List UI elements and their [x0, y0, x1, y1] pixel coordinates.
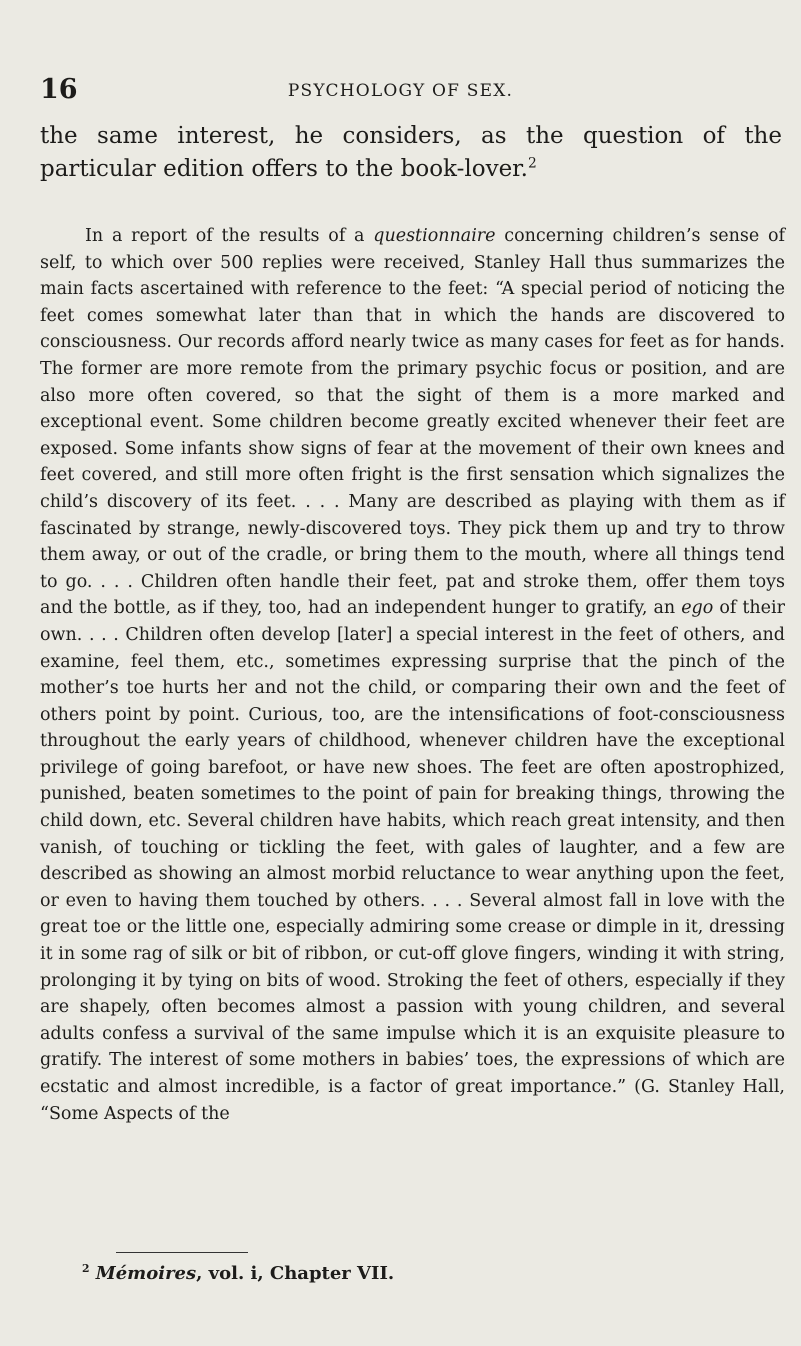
main-text-part-2: concerning children’s sense of self, to which over 500 replies were received, Stanley Hall thus summarizes the main facts ascertained with reference to the feet: “A special period of noticing the feet comes somewhat later than that in which the hands are discovered to consciousness. Our records afford nearly twice as many cases for feet as for hands. The former are more remote from the primary psychic focus or position, and are also more often covered, so that the sight of them is a more marked and exceptional event. Some children become greatly excited whenever their feet are exposed. Some infants show signs of fear at the movement of their own knees and feet covered, and still more often fright is the first sensation which signalizes the child’s discovery of its feet. . . . Many are described as playing with them as if fascinated by strange, newly-discovered toys. They pick them up and try to throw them away, or out of the cradle, or bring them to the mouth, where all things tend to go. . . . Children often handle their feet, pat and stroke them, offer them toys and the bottle, as if they, too, had an independent hunger to gratify, an — [40, 226, 785, 619]
footnote-text: , vol. i, Chapter VII. — [196, 1263, 395, 1284]
italic-term-ego: ego — [681, 598, 714, 619]
running-head: PSYCHOLOGY OF SEX. — [287, 81, 514, 101]
main-text-part-3: of their own. . . . Children often develop [later] a special interest in the feet of others, and examine, feel them, etc., sometimes expressing surprise that the pinch of the mother’s toe hurts her and not the child, or comparing their own and the feet of others point by point. Curious, too, are the intensifications of foot-consciousness throughout the early years of childhood, whenever children have the exceptional privilege of going barefoot, or have new shoes. The feet are often apostrophized, punished, beaten sometimes to the point of pain for breaking things, throwing the child down, etc. Several children have habits, which reach great intensity, and then vanish, of touching or tickling the feet, with gales of laughter, and a few are described as showing an almost morbid reluctance to wear anything upon the feet, or even to having them touched by others. . . . Several almost fall in love with the great toe or the little one, especially admiring some crease or dimple in it, dressing it in some rag of silk or bit of ribbon, or cut-off glove fingers, winding it with string, prolonging it by tying on bits of wood. Stroking the feet of others, especially if they are shapely, often becomes almost a passion with young children, and several adults confess a survival of the same impulse which it is an exquisite pleasure to gratify. The interest of some mothers in babies’ toes, the expressions of which are ecstatic and almost incredible, is a factor of great importance.” (G. Stanley Hall, “Some Aspects of the — [40, 598, 785, 1124]
footnote-marker: 2 — [82, 1262, 90, 1275]
footnote-title: Mémoires — [95, 1263, 197, 1284]
page-header — [0, 72, 801, 108]
footnote-divider — [116, 1252, 248, 1253]
italic-term-questionnaire: questionnaire — [373, 226, 496, 246]
footnote — [82, 1261, 762, 1287]
main-text-part-1: In a report of the results of a — [85, 226, 374, 246]
lead-paragraph — [40, 120, 782, 186]
lead-text: the same interest, he considers, as the question of the particular edition offers to the book-lover. — [40, 123, 782, 182]
main-paragraph — [40, 223, 785, 1127]
footnote-reference: 2 — [527, 155, 537, 172]
page-number: 16 — [40, 74, 78, 105]
